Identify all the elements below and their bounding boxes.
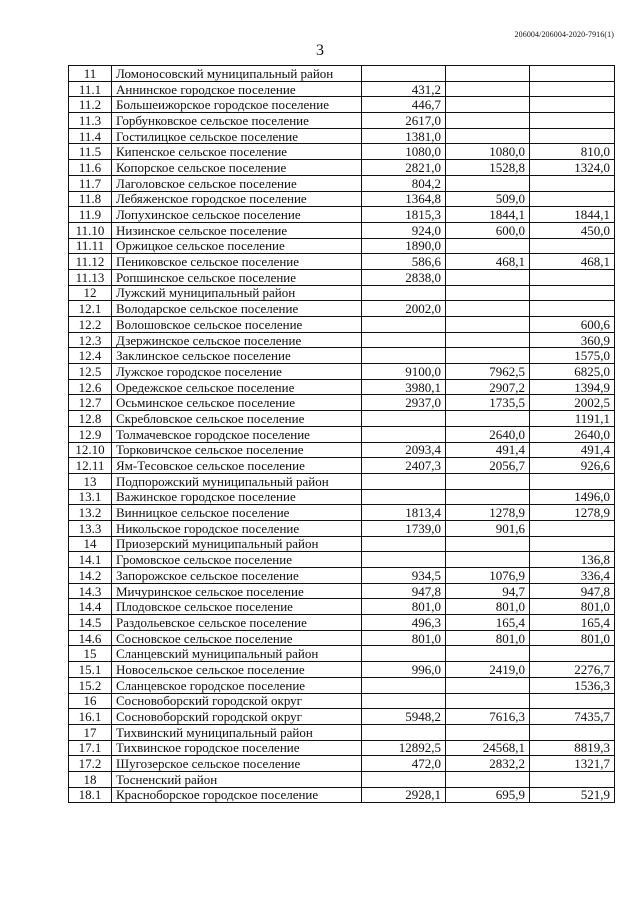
amount-col-1: 2002,0 bbox=[362, 301, 446, 317]
page-number: 3 bbox=[316, 42, 324, 59]
row-number: 11 bbox=[69, 66, 112, 82]
table-row bbox=[69, 568, 615, 584]
amount-col-3 bbox=[530, 175, 615, 191]
table-row bbox=[69, 191, 615, 207]
amount-col-1 bbox=[362, 285, 446, 301]
municipality-name: Лужский муниципальный район bbox=[112, 285, 362, 301]
amount-col-2: 165,4 bbox=[446, 615, 530, 631]
amount-col-2 bbox=[446, 536, 530, 552]
table-row bbox=[69, 411, 615, 427]
row-number: 11.3 bbox=[69, 113, 112, 129]
amount-col-3 bbox=[530, 724, 615, 740]
amount-col-2: 1735,5 bbox=[446, 395, 530, 411]
amount-col-1: 5948,2 bbox=[362, 709, 446, 725]
table-row bbox=[69, 599, 615, 615]
amount-col-2: 468,1 bbox=[446, 254, 530, 270]
row-number: 13.1 bbox=[69, 489, 112, 505]
amount-col-1: 1364,8 bbox=[362, 191, 446, 207]
amount-col-2 bbox=[446, 348, 530, 364]
municipality-name: Плодовское сельское поселение bbox=[112, 599, 362, 615]
amount-col-3: 468,1 bbox=[530, 254, 615, 270]
amount-col-3: 2640,0 bbox=[530, 426, 615, 442]
municipality-name: Важинское городское поселение bbox=[112, 489, 362, 505]
amount-col-3 bbox=[530, 66, 615, 82]
table-row bbox=[69, 677, 615, 693]
municipality-name: Сосновоборский городской округ bbox=[112, 709, 362, 725]
amount-col-1: 2821,0 bbox=[362, 160, 446, 176]
amount-col-2 bbox=[446, 66, 530, 82]
amount-col-1 bbox=[362, 677, 446, 693]
row-number: 12.8 bbox=[69, 411, 112, 427]
amount-col-2: 801,0 bbox=[446, 630, 530, 646]
table-row bbox=[69, 97, 615, 113]
amount-col-1 bbox=[362, 771, 446, 787]
municipality-name: Мичуринское сельское поселение bbox=[112, 583, 362, 599]
amount-col-3: 491,4 bbox=[530, 442, 615, 458]
municipality-name: Ропшинское сельское поселение bbox=[112, 269, 362, 285]
amount-col-1: 801,0 bbox=[362, 599, 446, 615]
amount-col-3 bbox=[530, 128, 615, 144]
table-row bbox=[69, 520, 615, 536]
amount-col-1: 1815,3 bbox=[362, 207, 446, 223]
amount-col-1: 1080,0 bbox=[362, 144, 446, 160]
amount-col-1: 801,0 bbox=[362, 630, 446, 646]
table-row bbox=[69, 332, 615, 348]
municipality-name: Приозерский муниципальный район bbox=[112, 536, 362, 552]
row-number: 15.1 bbox=[69, 662, 112, 678]
amount-col-3 bbox=[530, 646, 615, 662]
amount-col-2: 94,7 bbox=[446, 583, 530, 599]
table-row bbox=[69, 395, 615, 411]
amount-col-3: 360,9 bbox=[530, 332, 615, 348]
amount-col-3: 136,8 bbox=[530, 552, 615, 568]
amount-col-3 bbox=[530, 473, 615, 489]
amount-col-2: 2832,2 bbox=[446, 756, 530, 772]
row-number: 13.2 bbox=[69, 505, 112, 521]
table-row bbox=[69, 426, 615, 442]
amount-col-3 bbox=[530, 520, 615, 536]
row-number: 17.2 bbox=[69, 756, 112, 772]
amount-col-3 bbox=[530, 269, 615, 285]
amount-col-2: 491,4 bbox=[446, 442, 530, 458]
amount-col-2 bbox=[446, 552, 530, 568]
municipality-name: Сланцевский муниципальный район bbox=[112, 646, 362, 662]
amount-col-1: 586,6 bbox=[362, 254, 446, 270]
row-number: 12.6 bbox=[69, 379, 112, 395]
row-number: 13.3 bbox=[69, 520, 112, 536]
amount-col-1: 12892,5 bbox=[362, 740, 446, 756]
municipality-name: Лопухинское сельское поселение bbox=[112, 207, 362, 223]
amount-col-3 bbox=[530, 771, 615, 787]
amount-col-3: 450,0 bbox=[530, 222, 615, 238]
amount-col-3 bbox=[530, 113, 615, 129]
amount-col-2 bbox=[446, 97, 530, 113]
table-row bbox=[69, 160, 615, 176]
document-code: 206004/206004-2020-7916(1) bbox=[514, 30, 614, 39]
table-row bbox=[69, 473, 615, 489]
table-row bbox=[69, 536, 615, 552]
amount-col-1: 1381,0 bbox=[362, 128, 446, 144]
row-number: 14 bbox=[69, 536, 112, 552]
amount-col-2: 7962,5 bbox=[446, 364, 530, 380]
amount-col-3: 1324,0 bbox=[530, 160, 615, 176]
amount-col-3: 1536,3 bbox=[530, 677, 615, 693]
amount-col-2: 509,0 bbox=[446, 191, 530, 207]
table-row bbox=[69, 364, 615, 380]
amount-col-3: 165,4 bbox=[530, 615, 615, 631]
row-number: 12.9 bbox=[69, 426, 112, 442]
amount-col-3: 1191,1 bbox=[530, 411, 615, 427]
amount-col-3 bbox=[530, 693, 615, 709]
municipality-name: Гостилицкое сельское поселение bbox=[112, 128, 362, 144]
amount-col-2 bbox=[446, 301, 530, 317]
row-number: 11.11 bbox=[69, 238, 112, 254]
municipality-name: Низинское сельское поселение bbox=[112, 222, 362, 238]
table-row bbox=[69, 301, 615, 317]
table-row bbox=[69, 787, 615, 803]
amount-col-1: 2838,0 bbox=[362, 269, 446, 285]
amount-col-2 bbox=[446, 693, 530, 709]
amount-col-2 bbox=[446, 81, 530, 97]
row-number: 14.5 bbox=[69, 615, 112, 631]
row-number: 11.2 bbox=[69, 97, 112, 113]
amount-col-1 bbox=[362, 552, 446, 568]
amount-col-1: 446,7 bbox=[362, 97, 446, 113]
amount-col-1: 2093,4 bbox=[362, 442, 446, 458]
amount-col-1 bbox=[362, 426, 446, 442]
table-row bbox=[69, 144, 615, 160]
municipality-name: Громовское сельское поселение bbox=[112, 552, 362, 568]
amount-col-2: 1278,9 bbox=[446, 505, 530, 521]
amount-col-1 bbox=[362, 317, 446, 333]
table-row bbox=[69, 222, 615, 238]
amount-col-2: 1080,0 bbox=[446, 144, 530, 160]
table-row bbox=[69, 756, 615, 772]
amount-col-1: 2617,0 bbox=[362, 113, 446, 129]
municipality-name: Ям-Тесовское сельское поселение bbox=[112, 458, 362, 474]
amount-col-3 bbox=[530, 97, 615, 113]
municipality-name: Оржицкое сельское поселение bbox=[112, 238, 362, 254]
amount-col-3: 1394,9 bbox=[530, 379, 615, 395]
amount-col-2: 1076,9 bbox=[446, 568, 530, 584]
table-row bbox=[69, 615, 615, 631]
row-number: 11.13 bbox=[69, 269, 112, 285]
amount-col-2 bbox=[446, 113, 530, 129]
amount-col-2: 2419,0 bbox=[446, 662, 530, 678]
table-row bbox=[69, 238, 615, 254]
table-row bbox=[69, 552, 615, 568]
amount-col-3: 810,0 bbox=[530, 144, 615, 160]
municipality-name: Тихвинский муниципальный район bbox=[112, 724, 362, 740]
amount-col-1: 947,8 bbox=[362, 583, 446, 599]
municipality-name: Заклинское сельское поселение bbox=[112, 348, 362, 364]
municipality-name: Оредежское сельское поселение bbox=[112, 379, 362, 395]
row-number: 14.4 bbox=[69, 599, 112, 615]
table-row bbox=[69, 458, 615, 474]
amount-col-3: 1496,0 bbox=[530, 489, 615, 505]
table-row bbox=[69, 285, 615, 301]
municipality-name: Аннинское городское поселение bbox=[112, 81, 362, 97]
row-number: 11.8 bbox=[69, 191, 112, 207]
row-number: 17 bbox=[69, 724, 112, 740]
amount-col-3 bbox=[530, 536, 615, 552]
municipality-name: Горбунковское сельское поселение bbox=[112, 113, 362, 129]
row-number: 15 bbox=[69, 646, 112, 662]
municipality-name: Осьминское сельское поселение bbox=[112, 395, 362, 411]
row-number: 18.1 bbox=[69, 787, 112, 803]
amount-col-1: 804,2 bbox=[362, 175, 446, 191]
municipality-name: Лебяженское городское поселение bbox=[112, 191, 362, 207]
row-number: 12.1 bbox=[69, 301, 112, 317]
municipality-name: Сланцевское городское поселение bbox=[112, 677, 362, 693]
amount-col-2 bbox=[446, 677, 530, 693]
row-number: 11.7 bbox=[69, 175, 112, 191]
table-row bbox=[69, 771, 615, 787]
amount-col-3: 2276,7 bbox=[530, 662, 615, 678]
municipality-name: Ломоносовский муниципальный район bbox=[112, 66, 362, 82]
municipality-name: Тихвинское городское поселение bbox=[112, 740, 362, 756]
amount-col-2 bbox=[446, 489, 530, 505]
row-number: 12.10 bbox=[69, 442, 112, 458]
municipality-name: Никольское городское поселение bbox=[112, 520, 362, 536]
row-number: 12.2 bbox=[69, 317, 112, 333]
amount-col-2 bbox=[446, 473, 530, 489]
amount-col-1: 934,5 bbox=[362, 568, 446, 584]
table-row bbox=[69, 583, 615, 599]
row-number: 14.3 bbox=[69, 583, 112, 599]
amount-col-1: 996,0 bbox=[362, 662, 446, 678]
amount-col-1: 924,0 bbox=[362, 222, 446, 238]
amount-col-3: 336,4 bbox=[530, 568, 615, 584]
table-row bbox=[69, 740, 615, 756]
row-number: 16 bbox=[69, 693, 112, 709]
row-number: 12.11 bbox=[69, 458, 112, 474]
municipality-name: Толмачевское городское поселение bbox=[112, 426, 362, 442]
amount-col-1: 2928,1 bbox=[362, 787, 446, 803]
row-number: 11.6 bbox=[69, 160, 112, 176]
table-row bbox=[69, 505, 615, 521]
municipality-name: Скребловское сельское поселение bbox=[112, 411, 362, 427]
municipality-name: Копорское сельское поселение bbox=[112, 160, 362, 176]
amount-col-2 bbox=[446, 285, 530, 301]
amount-col-3: 1844,1 bbox=[530, 207, 615, 223]
amount-col-1 bbox=[362, 348, 446, 364]
amount-col-2: 2907,2 bbox=[446, 379, 530, 395]
municipality-name: Володарское сельское поселение bbox=[112, 301, 362, 317]
row-number: 12.7 bbox=[69, 395, 112, 411]
table-row bbox=[69, 662, 615, 678]
municipality-name: Большеижорское городское поселение bbox=[112, 97, 362, 113]
amount-col-1 bbox=[362, 693, 446, 709]
row-number: 14.6 bbox=[69, 630, 112, 646]
amount-col-3: 6825,0 bbox=[530, 364, 615, 380]
amount-col-1: 496,3 bbox=[362, 615, 446, 631]
row-number: 14.2 bbox=[69, 568, 112, 584]
municipality-name: Шугозерское сельское поселение bbox=[112, 756, 362, 772]
municipality-name: Подпорожский муниципальный район bbox=[112, 473, 362, 489]
table-body bbox=[69, 66, 615, 803]
municipality-name: Волошовское сельское поселение bbox=[112, 317, 362, 333]
amount-col-2 bbox=[446, 269, 530, 285]
table-row bbox=[69, 646, 615, 662]
table-row bbox=[69, 175, 615, 191]
amount-col-1: 1739,0 bbox=[362, 520, 446, 536]
table-row bbox=[69, 709, 615, 725]
amount-col-3: 8819,3 bbox=[530, 740, 615, 756]
municipality-name: Лаголовское сельское поселение bbox=[112, 175, 362, 191]
amount-col-3: 801,0 bbox=[530, 599, 615, 615]
row-number: 17.1 bbox=[69, 740, 112, 756]
table-row bbox=[69, 317, 615, 333]
municipality-name: Кипенское сельское поселение bbox=[112, 144, 362, 160]
row-number: 11.12 bbox=[69, 254, 112, 270]
municipality-name: Запорожское сельское поселение bbox=[112, 568, 362, 584]
amount-col-3: 801,0 bbox=[530, 630, 615, 646]
amount-col-1 bbox=[362, 646, 446, 662]
amount-col-3: 926,6 bbox=[530, 458, 615, 474]
amount-col-2 bbox=[446, 128, 530, 144]
amount-col-1 bbox=[362, 332, 446, 348]
amount-col-1: 431,2 bbox=[362, 81, 446, 97]
table-row bbox=[69, 66, 615, 82]
amount-col-3 bbox=[530, 285, 615, 301]
municipality-name: Винницкое сельское поселение bbox=[112, 505, 362, 521]
row-number: 11.9 bbox=[69, 207, 112, 223]
amount-col-1 bbox=[362, 489, 446, 505]
amount-col-2 bbox=[446, 317, 530, 333]
municipality-name: Сосновоборский городской округ bbox=[112, 693, 362, 709]
amount-col-2: 1528,8 bbox=[446, 160, 530, 176]
amount-col-2: 24568,1 bbox=[446, 740, 530, 756]
amount-col-3 bbox=[530, 191, 615, 207]
amount-col-2 bbox=[446, 411, 530, 427]
table-row bbox=[69, 207, 615, 223]
row-number: 18 bbox=[69, 771, 112, 787]
amount-col-2: 801,0 bbox=[446, 599, 530, 615]
amount-col-2 bbox=[446, 646, 530, 662]
table-row bbox=[69, 442, 615, 458]
amount-col-1: 1813,4 bbox=[362, 505, 446, 521]
municipality-name: Торковичское сельское поселение bbox=[112, 442, 362, 458]
amount-col-3 bbox=[530, 238, 615, 254]
municipality-name: Пениковское сельское поселение bbox=[112, 254, 362, 270]
municipality-name: Дзержинское сельское поселение bbox=[112, 332, 362, 348]
amount-col-2 bbox=[446, 332, 530, 348]
amount-col-2: 1844,1 bbox=[446, 207, 530, 223]
table-row bbox=[69, 630, 615, 646]
row-number: 12.3 bbox=[69, 332, 112, 348]
amount-col-1: 2937,0 bbox=[362, 395, 446, 411]
row-number: 11.4 bbox=[69, 128, 112, 144]
amount-col-1: 2407,3 bbox=[362, 458, 446, 474]
amount-col-3: 521,9 bbox=[530, 787, 615, 803]
table-row bbox=[69, 724, 615, 740]
amount-col-1: 472,0 bbox=[362, 756, 446, 772]
amount-col-3: 1321,7 bbox=[530, 756, 615, 772]
amount-col-3: 2002,5 bbox=[530, 395, 615, 411]
row-number: 16.1 bbox=[69, 709, 112, 725]
table-row bbox=[69, 128, 615, 144]
table-row bbox=[69, 348, 615, 364]
municipality-name: Раздольевское сельское поселение bbox=[112, 615, 362, 631]
row-number: 13 bbox=[69, 473, 112, 489]
table-row bbox=[69, 489, 615, 505]
row-number: 11.1 bbox=[69, 81, 112, 97]
amount-col-2 bbox=[446, 175, 530, 191]
row-number: 11.5 bbox=[69, 144, 112, 160]
municipality-name: Сосновское сельское поселение bbox=[112, 630, 362, 646]
municipality-name: Красноборское городское поселение bbox=[112, 787, 362, 803]
amount-col-1 bbox=[362, 536, 446, 552]
amount-col-2: 7616,3 bbox=[446, 709, 530, 725]
amount-col-1: 3980,1 bbox=[362, 379, 446, 395]
amount-col-1 bbox=[362, 411, 446, 427]
amount-col-1 bbox=[362, 473, 446, 489]
table-row bbox=[69, 254, 615, 270]
table-row bbox=[69, 379, 615, 395]
table-row bbox=[69, 693, 615, 709]
row-number: 11.10 bbox=[69, 222, 112, 238]
amount-col-2 bbox=[446, 771, 530, 787]
row-number: 12.5 bbox=[69, 364, 112, 380]
amount-col-3: 7435,7 bbox=[530, 709, 615, 725]
amount-col-2 bbox=[446, 724, 530, 740]
table-row bbox=[69, 81, 615, 97]
row-number: 14.1 bbox=[69, 552, 112, 568]
amount-col-2: 2640,0 bbox=[446, 426, 530, 442]
amount-col-3: 947,8 bbox=[530, 583, 615, 599]
amount-col-2: 600,0 bbox=[446, 222, 530, 238]
amount-col-1: 1890,0 bbox=[362, 238, 446, 254]
amount-col-2 bbox=[446, 238, 530, 254]
amount-col-3: 1278,9 bbox=[530, 505, 615, 521]
amount-col-3: 600,6 bbox=[530, 317, 615, 333]
row-number: 12.4 bbox=[69, 348, 112, 364]
table-row bbox=[69, 269, 615, 285]
municipality-name: Лужское городское поселение bbox=[112, 364, 362, 380]
amount-col-3 bbox=[530, 301, 615, 317]
municipality-name: Тосненский район bbox=[112, 771, 362, 787]
amount-col-1: 9100,0 bbox=[362, 364, 446, 380]
amount-col-1 bbox=[362, 66, 446, 82]
row-number: 15.2 bbox=[69, 677, 112, 693]
amount-col-3 bbox=[530, 81, 615, 97]
table-row bbox=[69, 113, 615, 129]
amount-col-2: 901,6 bbox=[446, 520, 530, 536]
amount-col-3: 1575,0 bbox=[530, 348, 615, 364]
amount-col-1 bbox=[362, 724, 446, 740]
amount-col-2: 695,9 bbox=[446, 787, 530, 803]
amount-col-2: 2056,7 bbox=[446, 458, 530, 474]
municipality-name: Новосельское сельское поселение bbox=[112, 662, 362, 678]
allocation-table bbox=[68, 65, 615, 803]
row-number: 12 bbox=[69, 285, 112, 301]
